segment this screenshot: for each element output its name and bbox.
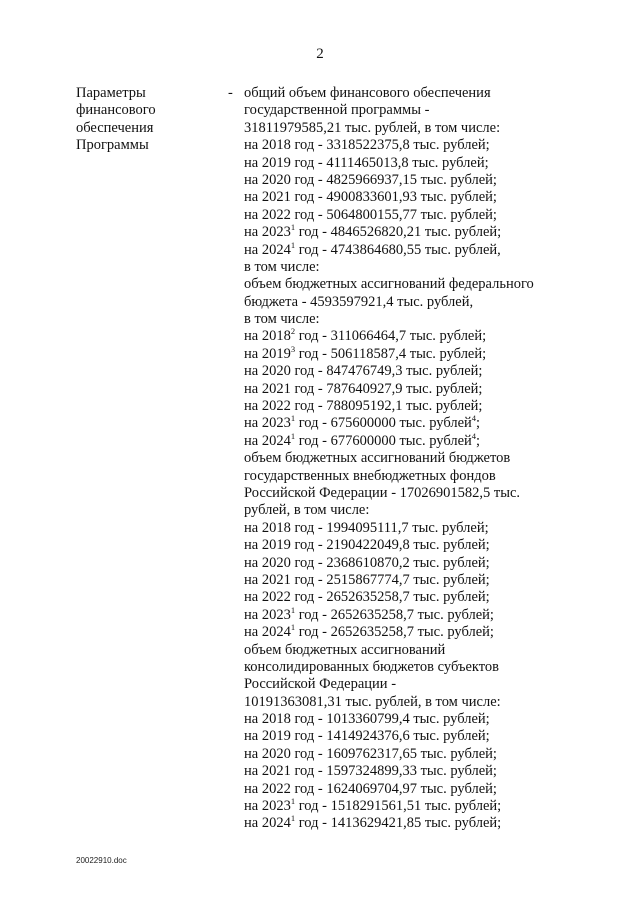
line-text: год - 677600000 тыс. рублей (295, 432, 472, 449)
footnote-mark: 1 (290, 813, 296, 824)
line-text: Российской Федерации - 17026901582,5 тыс. (244, 484, 521, 501)
line-text: на 2022 год - 1624069704,97 тыс. рублей; (244, 780, 497, 797)
text-line (244, 746, 624, 763)
text-line (244, 155, 624, 172)
line-text: на 2018 год - 1013360799,4 тыс. рублей; (244, 711, 490, 728)
text-line (244, 311, 624, 328)
section-label-line: Параметры (76, 85, 146, 101)
footnote-mark: 2 (290, 326, 296, 337)
line-text: год - 2652635258,7 тыс. рублей; (295, 624, 494, 641)
footnote-mark: 1 (290, 413, 296, 424)
text-line (244, 728, 624, 745)
footnote-mark: 1 (290, 222, 296, 233)
text-line (244, 798, 624, 815)
line-text: на 2023 (244, 415, 291, 432)
text-line (244, 763, 624, 780)
text-line (244, 85, 624, 102)
section-label-line: обеспечения (76, 119, 154, 136)
line-text: на 2022 год - 2652635258,7 тыс. рублей; (244, 589, 490, 606)
line-text: на 2021 год - 1597324899,33 тыс. рублей; (244, 763, 497, 780)
list-dash: - (228, 85, 233, 101)
line-text: на 2019 (244, 345, 291, 362)
text-line (244, 120, 624, 137)
line-text: на 2022 год - 788095192,1 тыс. рублей; (244, 398, 483, 415)
text-line (244, 604, 624, 624)
line-text: на 2019 год - 1414924376,6 тыс. рублей; (244, 728, 490, 745)
footnote-mark: 4 (471, 430, 477, 441)
text-line (244, 328, 624, 345)
line-text: в том числе: (244, 258, 320, 275)
line-text: год - 4846526820,21 тыс. рублей; (295, 224, 502, 241)
line-text: на 2019 год - 4111465013,8 тыс. рублей; (244, 154, 489, 171)
line-text: на 2020 год - 847476749,3 тыс. рублей; (244, 363, 483, 380)
line-text: на 2021 год - 2515867774,7 тыс. рублей; (244, 571, 490, 588)
text-line (244, 207, 624, 224)
section-label (76, 85, 216, 155)
line-text: на 2018 год - 3318522375,8 тыс. рублей; (244, 137, 490, 154)
section-label-line: финансового (76, 102, 156, 119)
line-text: на 2019 год - 2190422049,8 тыс. рублей; (244, 537, 490, 554)
footnote-mark: 4 (471, 413, 477, 424)
line-text: год - 675600000 тыс. рублей (295, 415, 472, 432)
line-text: общий объем финансового обеспечения (244, 85, 491, 101)
text-line (244, 381, 624, 398)
line-text: консолидированных бюджетов субъектов (244, 658, 500, 675)
text-line (244, 485, 624, 502)
text-line (244, 239, 624, 259)
line-text: год - 4743864680,55 тыс. рублей, (295, 241, 501, 258)
text-line (244, 468, 624, 485)
text-line (244, 555, 624, 572)
line-text: государственной программы - (244, 102, 430, 119)
section-label-line: Программы (76, 137, 149, 154)
text-line (244, 276, 624, 293)
text-line (244, 259, 624, 276)
line-text: ; (476, 432, 481, 449)
line-text: на 2020 год - 1609762317,65 тыс. рублей; (244, 745, 497, 762)
footnote-mark: 1 (290, 430, 296, 441)
line-text: год - 2652635258,7 тыс. рублей; (295, 606, 494, 623)
text-line (244, 589, 624, 606)
text-line (244, 502, 624, 519)
line-text: год - 1518291561,51 тыс. рублей; (295, 798, 502, 815)
footnote-mark: 1 (290, 622, 296, 633)
text-line (244, 450, 624, 467)
line-text: 31811979585,21 тыс. рублей, в том числе: (244, 119, 501, 136)
line-text: объем бюджетных ассигнований бюджетов (244, 450, 511, 467)
line-text: на 2018 (244, 328, 291, 345)
footnote-mark: 1 (290, 604, 296, 615)
funding-text (244, 85, 624, 833)
text-line (244, 189, 624, 206)
line-text: на 2022 год - 5064800155,77 тыс. рублей; (244, 206, 497, 223)
line-text: в том числе: (244, 311, 320, 328)
line-text: на 2024 (244, 432, 291, 449)
text-line (244, 172, 624, 189)
text-line (244, 520, 624, 537)
line-text: Российской Федерации - (244, 676, 397, 693)
line-text: на 2024 (244, 241, 291, 258)
text-line (244, 624, 624, 641)
text-line (244, 537, 624, 554)
footnote-mark: 1 (290, 239, 296, 250)
text-line (244, 642, 624, 659)
line-text: бюджета - 4593597921,4 тыс. рублей, (244, 293, 474, 310)
line-text: ; (476, 415, 481, 432)
text-line (244, 572, 624, 589)
line-text: 10191363081,31 тыс. рублей, в том числе: (244, 693, 501, 710)
line-text: на 2020 год - 2368610870,2 тыс. рублей; (244, 554, 490, 571)
text-line (244, 711, 624, 728)
line-text: на 2021 год - 4900833601,93 тыс. рублей; (244, 189, 497, 206)
line-text: рублей, в том числе: (244, 502, 370, 519)
line-text: год - 311066464,7 тыс. рублей; (295, 328, 487, 345)
text-line (244, 294, 624, 311)
line-text: на 2024 (244, 815, 291, 832)
text-line (244, 694, 624, 711)
line-text: на 2023 (244, 224, 291, 241)
line-text: на 2023 (244, 606, 291, 623)
line-text: объем бюджетных ассигнований (244, 641, 446, 658)
line-text: на 2023 (244, 798, 291, 815)
text-line (244, 346, 624, 363)
text-line (244, 430, 624, 450)
line-text: на 2024 (244, 624, 291, 641)
text-line (244, 781, 624, 798)
footnote-mark: 1 (290, 796, 296, 807)
file-name-footer: 20022910.doc (76, 856, 127, 865)
text-line (244, 676, 624, 693)
line-text: на 2020 год - 4825966937,15 тыс. рублей; (244, 171, 497, 188)
text-line (244, 415, 624, 432)
line-text: объем бюджетных ассигнований федерального (244, 276, 534, 293)
line-text: год - 506118587,4 тыс. рублей; (295, 345, 487, 362)
text-line (244, 815, 624, 832)
text-line (244, 398, 624, 415)
line-text: на 2021 год - 787640927,9 тыс. рублей; (244, 380, 483, 397)
text-line (244, 659, 624, 676)
line-text: государственных внебюджетных фондов (244, 467, 496, 484)
line-text: на 2018 год - 1994095111,7 тыс. рублей; (244, 519, 489, 536)
text-line (244, 224, 624, 241)
line-text: год - 1413629421,85 тыс. рублей; (295, 815, 502, 832)
text-line (244, 137, 624, 154)
text-line (244, 363, 624, 380)
footnote-mark: 3 (290, 344, 296, 355)
page-number: 2 (316, 46, 324, 62)
text-line (244, 102, 624, 119)
